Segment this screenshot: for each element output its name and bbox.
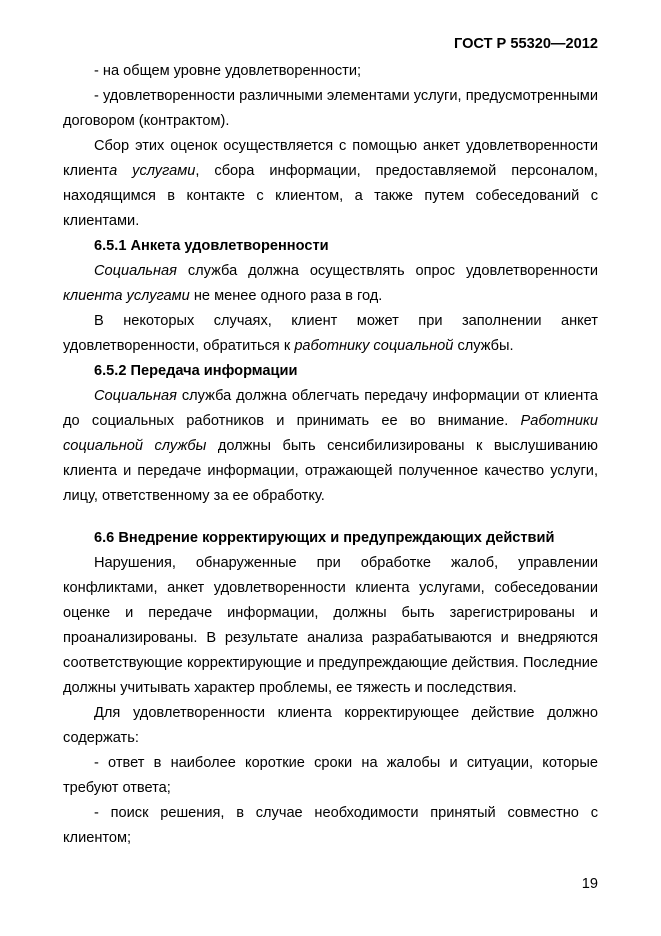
document-body: [63, 59, 598, 851]
section-heading-6-6: 6.6 Внедрение корректирующих и предупреждающих действий: [94, 530, 555, 546]
list-item-solution: - поиск решения, в случае необходимости принятый совместно с клиентом;: [63, 805, 598, 846]
list-item-response: - ответ в наиболее короткие сроки на жалобы и ситуации, которые требуют ответа;: [63, 755, 598, 796]
paragraph-information-transfer: [63, 384, 598, 509]
paragraph-survey-help: [63, 309, 598, 359]
text-segment: В некоторых случаях, клиент может при заполнении анкет удовлетворенности, обратиться к: [63, 313, 598, 354]
section-spacer: [63, 509, 598, 526]
italic-segment: Социальная: [94, 263, 177, 279]
italic-segment: работнику социальной: [294, 338, 454, 354]
section-heading-6-5-1: 6.5.1 Анкета удовлетворенности: [94, 238, 329, 254]
text-segment: службы.: [453, 338, 514, 354]
list-item-element-satisfaction: - удовлетворенности различными элементами услуги, предусмотренными договором (контрактом).: [63, 88, 598, 129]
paragraph-corrective-action: Для удовлетворенности клиента корректирующее действие должно содержать:: [63, 705, 598, 746]
document-code-header: ГОСТ Р 55320—2012: [453, 36, 598, 52]
section-heading-6-5-2: 6.5.2 Передача информации: [94, 363, 298, 379]
text-segment: должны быть сенсибилизированы к выслушиванию клиента и передаче информации, отражающей полученное качество услуги, лицу, ответственному за ее обработку.: [63, 438, 598, 504]
italic-segment: Работники социальной службы: [63, 413, 598, 454]
list-item-general-satisfaction: - на общем уровне удовлетворенности;: [94, 63, 362, 79]
text-segment: не менее одного раза в год.: [189, 288, 383, 304]
paragraph-violations: Нарушения, обнаруженные при обработке жалоб, управлении конфликтами, анкет удовлетворенности клиента услугами, собеседовании оценке и передаче информации, должны быть зарегистрированы и проанализированы. В результате анализа разрабатываются и внедряются соответствующие корректирующие и предупреждающие действия. Последние должны учитывать характер проблемы, ее тяжесть и последствия.: [63, 555, 598, 696]
text-segment: служба должна облегчать передачу информации от клиента до социальных работников и принимать ее во внимание.: [63, 388, 598, 429]
page-number: 19: [581, 876, 598, 892]
paragraph-survey: [63, 259, 598, 309]
italic-segment: Социальная: [94, 388, 177, 404]
paragraph-data-collection: [63, 134, 598, 234]
text-segment: , сбора информации, предоставляемой персоналом, находящимся в контакте с клиентом, а также путем собеседований с клиентами.: [63, 163, 598, 229]
italic-segment: клиента услугами: [63, 288, 190, 304]
text-segment: Сбор этих оценок осуществляется с помощью анкет удовлетворенности клиент: [63, 138, 598, 179]
italic-segment: а услугами: [109, 163, 196, 179]
text-segment: служба должна осуществлять опрос удовлетворенности: [176, 263, 598, 279]
